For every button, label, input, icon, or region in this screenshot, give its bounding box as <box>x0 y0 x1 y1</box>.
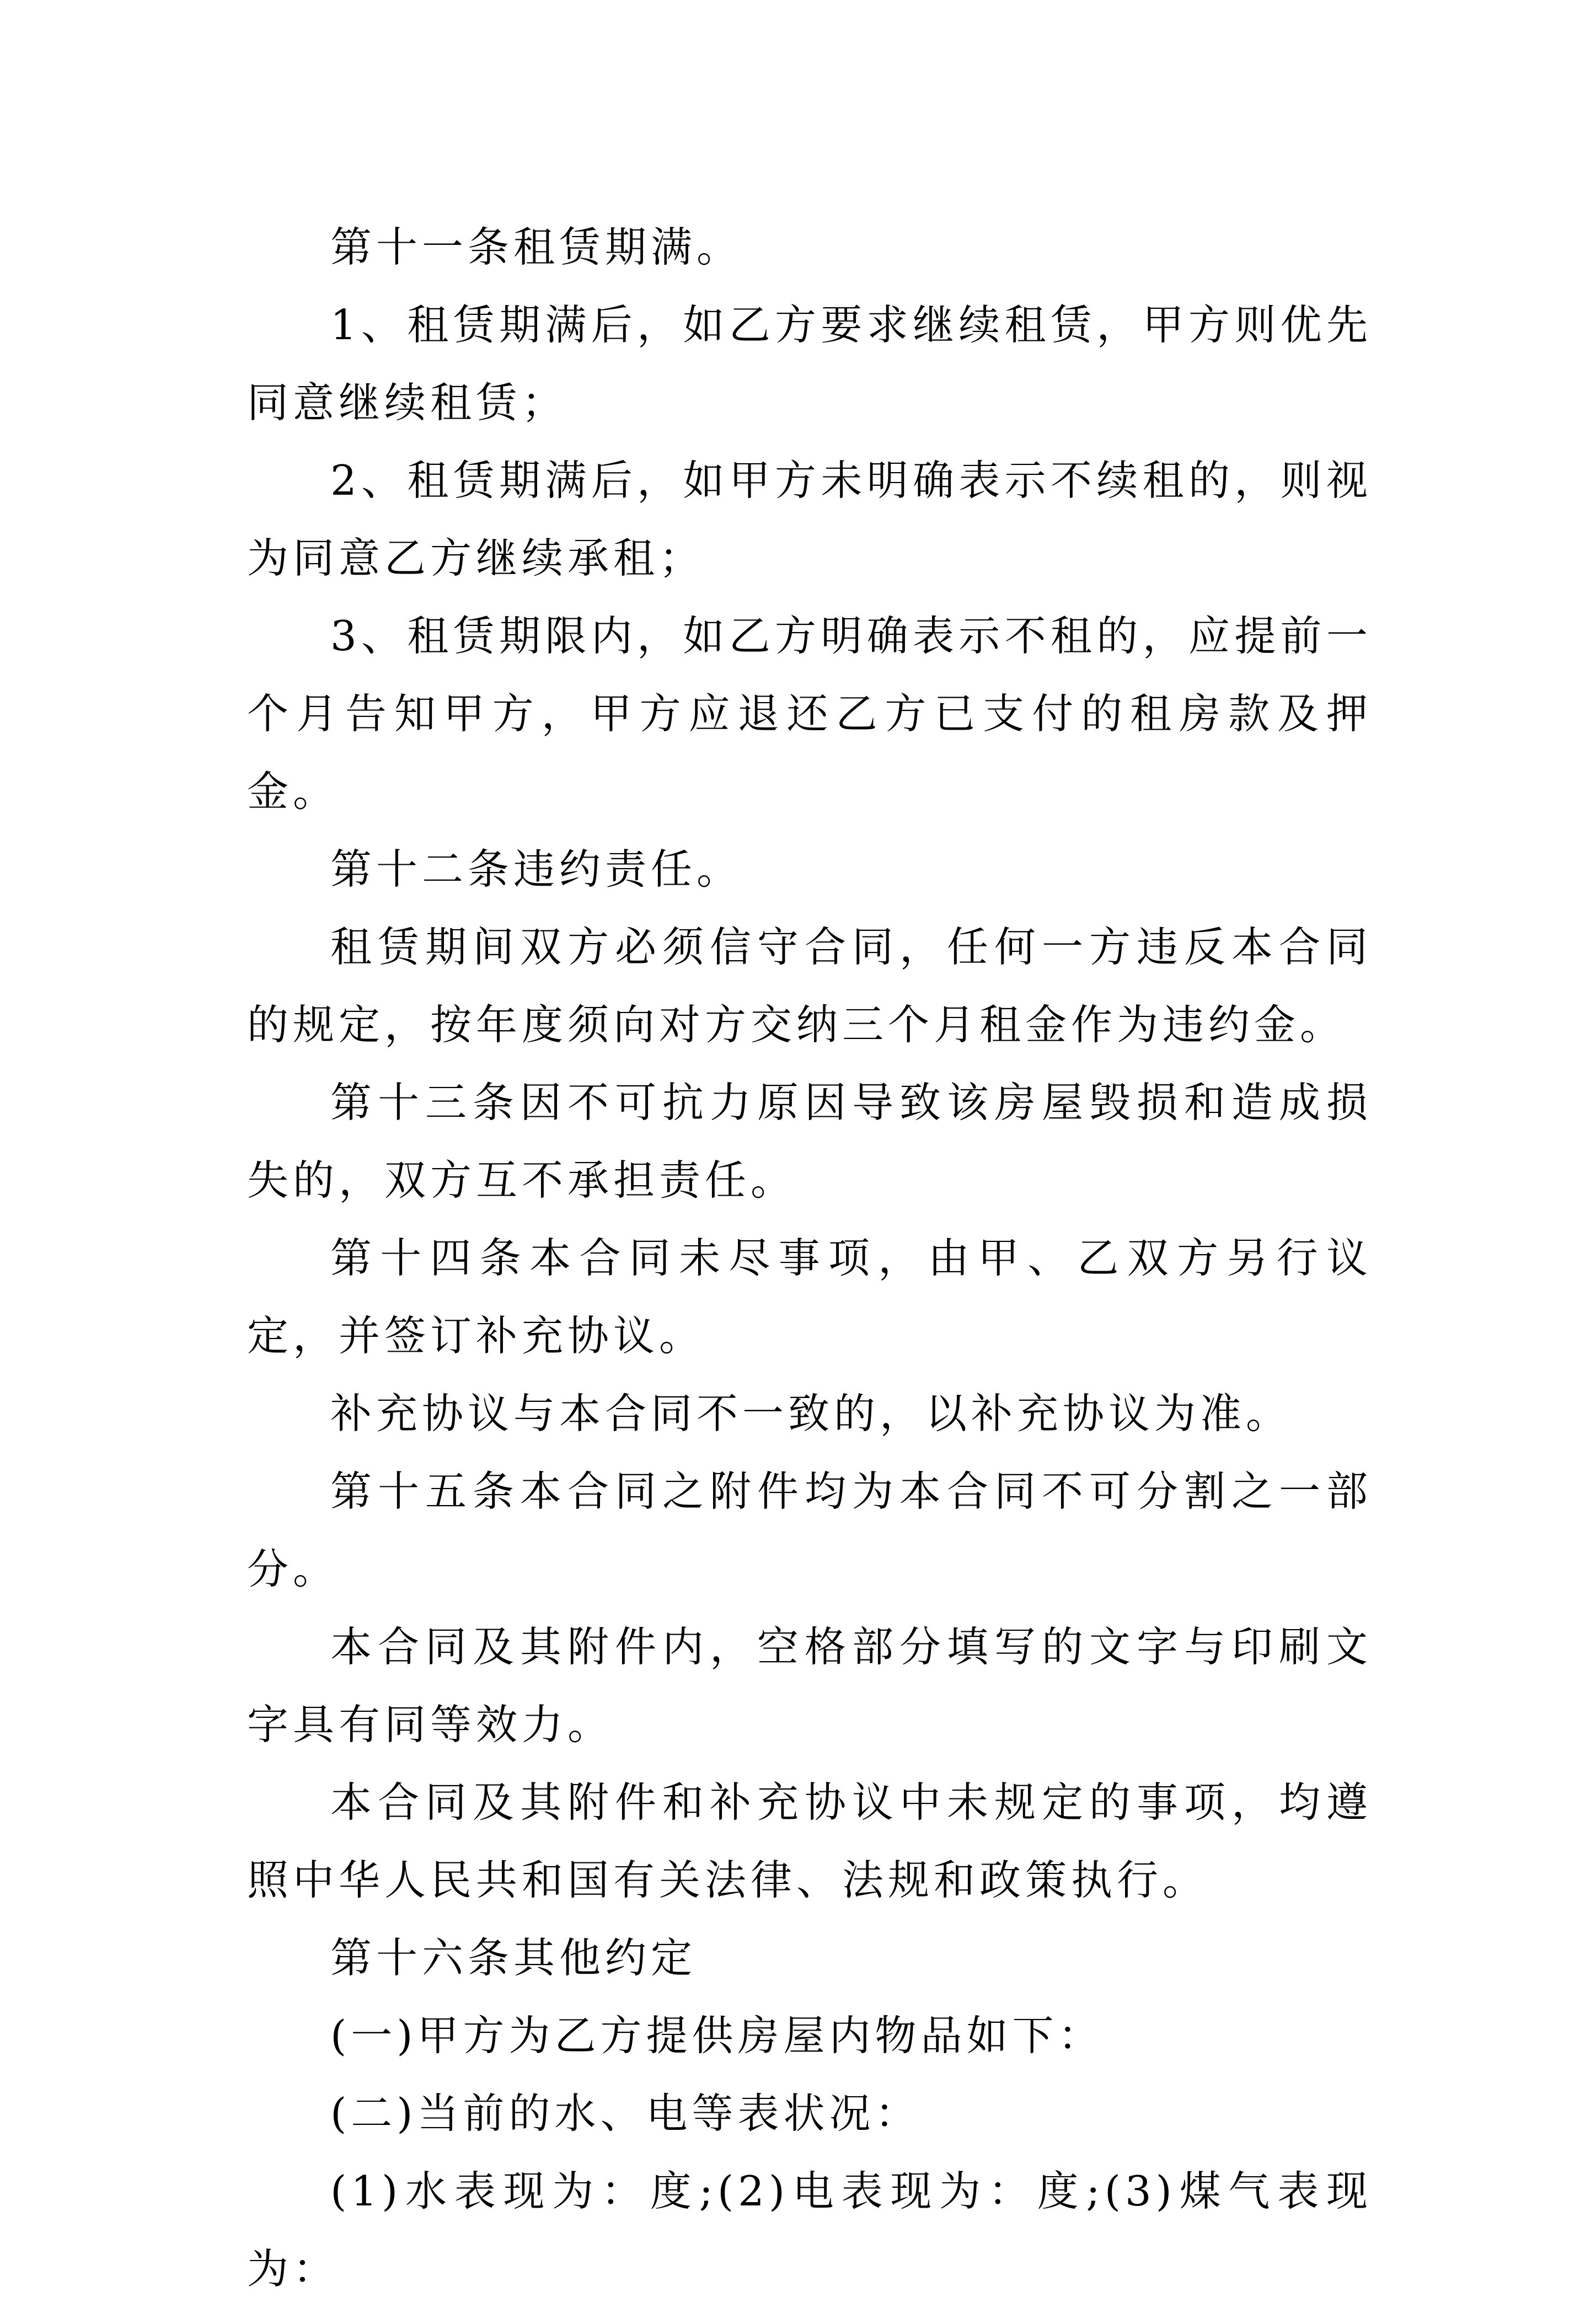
clause-15-text: 第十五条本合同之附件均为本合同不可分割之一部分。 <box>247 1467 1372 1593</box>
clause-16-item-2: (二)当前的水、电等表状况： <box>330 2089 921 2138</box>
clause-14-supplement: 补充协议与本合同不一致的，以补充协议为准。 <box>330 1389 1292 1438</box>
clause-12-text: 租赁期间双方必须信守合同，任何一方违反本合同的规定，按年度须向对方交纳三个月租金作为违约金。 <box>247 923 1372 1049</box>
clause-11-item-1: 1、租赁期满后，如乙方要求继续租赁，甲方则优先同意继续租赁； <box>247 301 1372 427</box>
meter-readings: (1)水表现为：度;(2)电表现为：度;(3)煤气表现为： <box>247 2167 1372 2293</box>
clause-14-text: 第十四条本合同未尽事项，由甲、乙双方另行议定，并签订补充协议。 <box>247 1234 1372 1360</box>
clause-11-heading: 第十一条租赁期满。 <box>330 223 743 271</box>
clause-15-blank-fields: 本合同及其附件内，空格部分填写的文字与印刷文字具有同等效力。 <box>247 1622 1372 1749</box>
clause-11-item-2: 2、租赁期满后，如甲方未明确表示不续租的，则视为同意乙方继续承租； <box>247 456 1372 582</box>
clause-11-item-3: 3、租赁期限内，如乙方明确表示不租的，应提前一个月告知甲方，甲方应退还乙方已支付的租房款及押金。 <box>247 612 1372 816</box>
clause-13-text: 第十三条因不可抗力原因导致该房屋毁损和造成损失的，双方互不承担责任。 <box>247 1078 1372 1204</box>
clause-15-law: 本合同及其附件和补充协议中未规定的事项，均遵照中华人民共和国有关法律、法规和政策执行。 <box>247 1778 1372 1904</box>
contract-body <box>247 208 1372 2308</box>
clause-16-item-1: (一)甲方为乙方提供房屋内物品如下： <box>330 2011 1104 2060</box>
clause-12-heading: 第十二条违约责任。 <box>330 845 743 893</box>
clause-16-heading: 第十六条其他约定 <box>330 1934 697 1982</box>
